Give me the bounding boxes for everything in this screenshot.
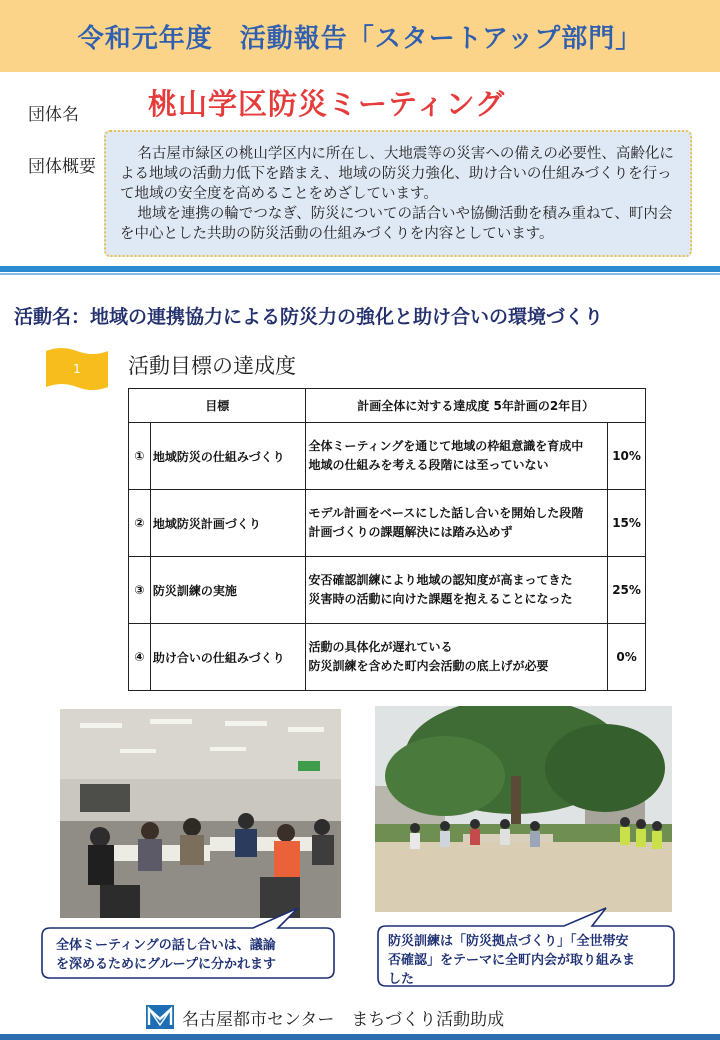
row-percent: 25% xyxy=(608,557,646,624)
caption-left-line-1: 全体ミーティングの話し合いは、議論 xyxy=(56,938,276,953)
page-title: 令和元年度 活動報告「スタートアップ部門」 xyxy=(77,24,643,54)
caption-right xyxy=(388,932,678,989)
org-name-label: 団体名 xyxy=(28,105,79,125)
table-header-row xyxy=(129,389,646,423)
row-number: ③ xyxy=(129,557,151,624)
row-description-line-1: 全体ミーティングを通じて地域の枠組意識を育成中 xyxy=(308,439,584,453)
overview-label: 団体概要 xyxy=(28,157,96,177)
caption-right-line-2: 否確認」をテーマに全町内会が取り組みま xyxy=(388,953,636,968)
overview-box xyxy=(104,130,692,257)
table-row xyxy=(129,624,646,691)
section-number: 1 xyxy=(73,362,81,376)
row-description-line-2: 計画づくりの課題解決には踏み込めず xyxy=(308,525,513,539)
row-description-line-2: 防災訓練を含めた町内会活動の底上げが必要 xyxy=(308,659,549,673)
header-goal: 目標 xyxy=(129,389,306,423)
activity-name: 活動名：地域の連携協力による防災力の強化と助け合いの環境づくり xyxy=(14,306,604,328)
row-number: ④ xyxy=(129,624,151,691)
nagoya-logo-icon xyxy=(146,1005,174,1029)
row-goal: 地域防災の仕組みづくり xyxy=(150,423,306,490)
row-description-line-1: 活動の具体化が遅れている xyxy=(308,640,453,654)
footer-text: 名古屋都市センター まちづくり活動助成 xyxy=(182,1009,505,1030)
org-name: 桃山学区防災ミーティング xyxy=(148,87,506,121)
overview-paragraph-2: 地域を連携の輪でつなぎ、防災についての話合いや協働活動を積み重ねて、町内会を中心とした共助の防災活動の仕組みづくりを内容としています。 xyxy=(120,206,673,242)
row-description xyxy=(306,557,608,624)
row-description-line-1: 安否確認訓練により地域の認知度が高まってきた xyxy=(308,573,573,587)
caption-left xyxy=(56,936,346,974)
row-percent: 0% xyxy=(608,624,646,691)
table-row xyxy=(129,557,646,624)
footer xyxy=(146,1002,504,1032)
table-row xyxy=(129,423,646,490)
overview-paragraph-1: 名古屋市緑区の桃山学区内に所在し、大地震等の災害への備えの必要性、高齢化による地域の活動力低下を踏まえ、地域の防災力強化、助け合いの仕組みづくりを行って地域の安全度を高めることをめざしています。 xyxy=(120,146,674,202)
row-percent: 10% xyxy=(608,423,646,490)
row-goal: 助け合いの仕組みづくり xyxy=(150,624,306,691)
caption-right-line-1: 防災訓練は「防災拠点づくり」「全世帯安 xyxy=(388,934,629,949)
row-description-line-2: 災害時の活動に向けた課題を抱えることになった xyxy=(308,592,573,606)
row-description-line-2: 地域の仕組みを考える段階には至っていない xyxy=(308,458,549,472)
caption-right-line-3: した xyxy=(388,972,415,987)
row-number: ② xyxy=(129,490,151,557)
section-divider xyxy=(0,266,720,272)
section-divider-thin xyxy=(0,273,720,275)
table-row xyxy=(129,490,646,557)
row-description xyxy=(306,624,608,691)
row-description xyxy=(306,423,608,490)
caption-left-line-2: を深めるためにグループに分かれます xyxy=(56,957,276,972)
row-percent: 15% xyxy=(608,490,646,557)
row-goal: 地域防災計画づくり xyxy=(150,490,306,557)
row-description xyxy=(306,490,608,557)
section-title: 活動目標の達成度 xyxy=(128,354,296,378)
meeting-photo xyxy=(60,709,341,918)
drill-photo xyxy=(375,706,672,912)
header-achievement: 計画全体に対する達成度 5年計画の2年目） xyxy=(306,389,646,423)
row-number: ① xyxy=(129,423,151,490)
row-description-line-1: モデル計画をベースにした話し合いを開始した段階 xyxy=(308,506,584,520)
bottom-rule xyxy=(0,1034,720,1040)
goals-table xyxy=(128,388,646,691)
row-goal: 防災訓練の実施 xyxy=(150,557,306,624)
